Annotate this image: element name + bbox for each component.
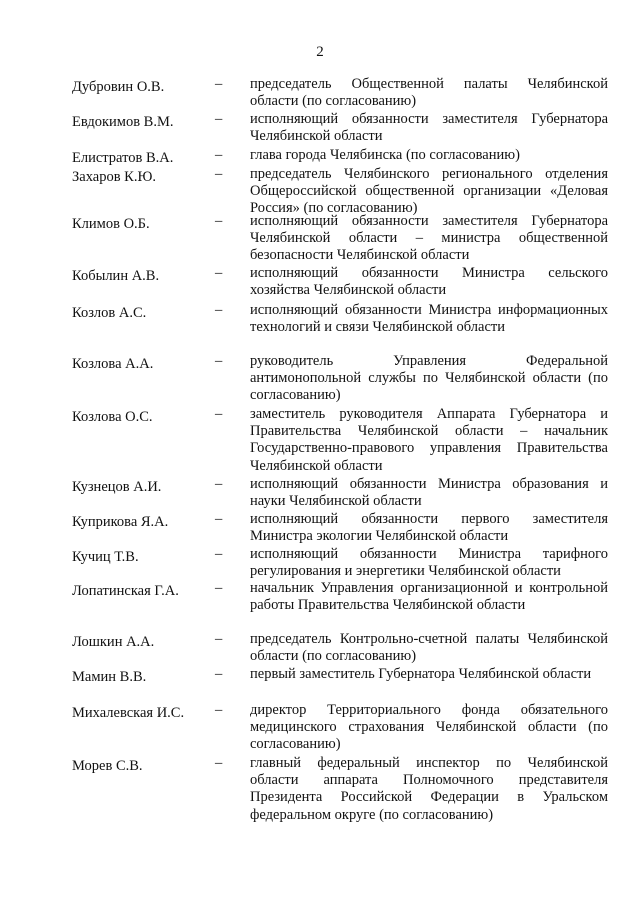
- member-role: председатель Общественной палаты Челябинской области (по согласованию): [250, 76, 608, 110]
- member-name: Елистратов В.А.: [72, 150, 174, 166]
- member-role: первый заместитель Губернатора Челябинской области: [250, 666, 592, 682]
- member-name: Дубровин О.В.: [72, 79, 165, 95]
- member-name: Евдокимов В.М.: [72, 114, 174, 130]
- member-name: Кузнецов А.И.: [72, 479, 162, 495]
- member-role: начальник Управления организационной и контрольной работы Правительства Челябинской области: [250, 580, 608, 614]
- member-name: Козлов А.С.: [72, 305, 147, 321]
- page-number: 2: [316, 44, 324, 60]
- dash-separator: –: [215, 111, 223, 127]
- member-name: Климов О.Б.: [72, 216, 150, 232]
- member-name: Захаров К.Ю.: [72, 169, 156, 185]
- dash-separator: –: [215, 476, 223, 492]
- member-name: Мамин В.В.: [72, 669, 147, 685]
- member-name: Кобылин А.В.: [72, 268, 160, 284]
- member-name: Козлова А.А.: [72, 356, 154, 372]
- member-name: Куприкова Я.А.: [72, 514, 169, 530]
- dash-separator: –: [215, 406, 223, 422]
- member-role: директор Территориального фонда обязательного медицинского страхования Челябинской области (по согласованию): [250, 702, 608, 753]
- member-name: Козлова О.С.: [72, 409, 153, 425]
- dash-separator: –: [215, 580, 223, 596]
- member-role: главный федеральный инспектор по Челябинской области аппарата Полномочного представителя Президента Российской Федерации в Уральском федеральном округе (по согласованию): [250, 755, 608, 823]
- dash-separator: –: [215, 702, 223, 718]
- member-name: Лопатинская Г.А.: [72, 583, 179, 599]
- member-role: председатель Челябинского регионального отделения Общероссийской общественной организации «Деловая Россия» (по согласованию): [250, 166, 608, 217]
- dash-separator: –: [215, 166, 223, 182]
- dash-separator: –: [215, 147, 223, 163]
- dash-separator: –: [215, 546, 223, 562]
- member-role: исполняющий обязанности Министра образования и науки Челябинской области: [250, 476, 608, 510]
- member-name: Лошкин А.А.: [72, 634, 155, 650]
- member-name: Кучиц Т.В.: [72, 549, 139, 565]
- member-role: исполняющий обязанности Министра тарифного регулирования и энергетики Челябинской области: [250, 546, 608, 580]
- dash-separator: –: [215, 265, 223, 281]
- member-role: исполняющий обязанности Министра сельского хозяйства Челябинской области: [250, 265, 608, 299]
- dash-separator: –: [215, 302, 223, 318]
- member-role: заместитель руководителя Аппарата Губернатора и Правительства Челябинской области – начальник Государственно-правового управления Правительства Челябинской области: [250, 406, 608, 474]
- dash-separator: –: [215, 353, 223, 369]
- dash-separator: –: [215, 213, 223, 229]
- member-role: руководитель Управления Федеральной антимонопольной службы по Челябинской области (по согласованию): [250, 353, 608, 404]
- dash-separator: –: [215, 631, 223, 647]
- member-name: Морев С.В.: [72, 758, 143, 774]
- dash-separator: –: [215, 666, 223, 682]
- member-role: исполняющий обязанности первого заместителя Министра экологии Челябинской области: [250, 511, 608, 545]
- member-role: исполняющий обязанности заместителя Губернатора Челябинской области – министра общественной безопасности Челябинской области: [250, 213, 608, 264]
- member-role: глава города Челябинска (по согласованию): [250, 147, 520, 163]
- member-role: исполняющий обязанности Министра информационных технологий и связи Челябинской области: [250, 302, 608, 336]
- member-name: Михалевская И.С.: [72, 705, 185, 721]
- member-role: исполняющий обязанности заместителя Губернатора Челябинской области: [250, 111, 608, 145]
- dash-separator: –: [215, 511, 223, 527]
- dash-separator: –: [215, 76, 223, 92]
- dash-separator: –: [215, 755, 223, 771]
- member-role: председатель Контрольно-счетной палаты Челябинской области (по согласованию): [250, 631, 608, 665]
